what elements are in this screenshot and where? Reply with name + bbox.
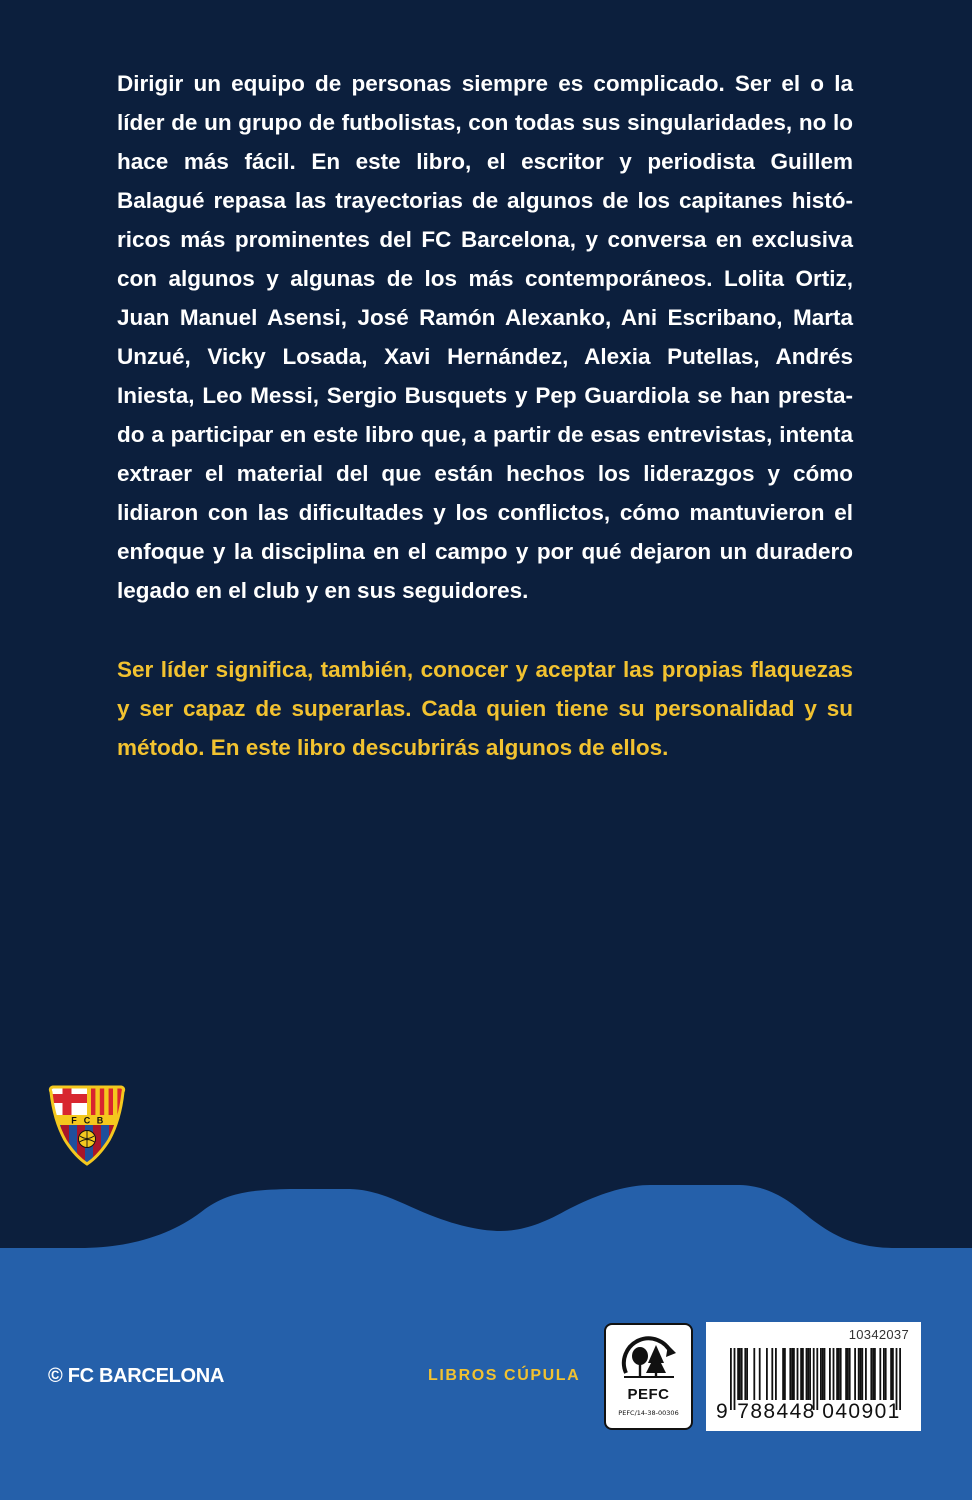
barcode-bar xyxy=(746,1348,748,1400)
barcode-bar xyxy=(836,1348,838,1400)
barcode-bar xyxy=(883,1348,885,1400)
crest-letter-b: B xyxy=(96,1115,104,1126)
pefc-label: PEFC xyxy=(627,1386,670,1403)
barcode-bar xyxy=(800,1348,802,1400)
pefc-cert-number: PEFC/14-38-00306 xyxy=(618,1409,679,1417)
barcode-bar xyxy=(829,1348,831,1400)
crest-letter-c: C xyxy=(83,1115,91,1126)
barcode-bar xyxy=(793,1348,795,1400)
barcode-bar xyxy=(741,1348,743,1400)
barcode-bar xyxy=(766,1348,768,1400)
barcode-bar xyxy=(861,1348,863,1400)
barcode-bar xyxy=(730,1348,732,1410)
barcode-bar xyxy=(739,1348,741,1400)
barcode-bar xyxy=(845,1348,847,1400)
barcode-bar xyxy=(822,1348,824,1400)
barcode-bar xyxy=(854,1348,856,1400)
isbn-barcode xyxy=(706,1322,921,1431)
barcode-bar xyxy=(824,1348,826,1400)
barcode-bar xyxy=(872,1348,874,1400)
barcode-bar xyxy=(870,1348,872,1400)
barcode-bar xyxy=(737,1348,739,1400)
barcode-bar xyxy=(840,1348,842,1400)
barcode-bar xyxy=(833,1348,835,1400)
barcode-bar xyxy=(890,1348,892,1400)
barcode-bar xyxy=(775,1348,777,1400)
pefc-tree-icon xyxy=(616,1333,681,1385)
barcode-bar xyxy=(771,1348,773,1400)
barcode-bar xyxy=(806,1348,808,1400)
barcode-id: 10342037 xyxy=(848,1327,909,1342)
crest-letter-f: F xyxy=(71,1115,77,1126)
barcode-bar xyxy=(858,1348,860,1400)
barcode-bar xyxy=(865,1348,867,1400)
barcode-bar xyxy=(879,1348,881,1400)
barcode-bar xyxy=(759,1348,761,1400)
barcode-bar xyxy=(885,1348,887,1400)
barcode-bar xyxy=(807,1348,809,1400)
barcode-bar xyxy=(791,1348,793,1400)
barcode-bar xyxy=(820,1348,822,1400)
isbn-right-digits: 040901 xyxy=(822,1400,901,1423)
pefc-certification-badge xyxy=(604,1323,693,1430)
barcode-bar xyxy=(874,1348,876,1400)
barcode-bar xyxy=(802,1348,804,1400)
publisher-word-libros: LIBROS xyxy=(428,1367,499,1384)
description-text: Dirigir un equipo de personas siempre es complicado. Ser el o la líder de un grupo de futbolistas, con todas sus singularidades, no lo hace más fácil. En este libro, el escritor y periodista Guillem Balagué repasa las trayectorias de algunos de los capitanes históricos más prominentes del FC Barcelona, y conversa en exclusiva con algunos y algunas de los más contemporáneos. Lolita Ortiz, Juan Manuel Asensi, José Ramón Alexanko, Ani Escribano, Marta Unzué, Vicky Losada, Xavi Hernández, Alexia Putellas, Andrés Iniesta, Leo Messi, Sergio Busquets y Pep Guardiola se han prestado a participar en este libro que, a partir de esas entrevistas, intenta extraer el material del que están hechos los liderazgos y cómo lidiaron con las dificultades y los conflictos, cómo mantuvieron el enfoque y la disciplina en el campo y por qué dejaron un duradero legado en el club y en sus seguidores. xyxy=(117,71,853,603)
barcode-bar xyxy=(744,1348,746,1400)
barcode-bar xyxy=(782,1348,784,1400)
barcode-bar xyxy=(892,1348,894,1400)
barcode-bar xyxy=(784,1348,786,1400)
barcode-bar xyxy=(838,1348,840,1400)
highlight-text: Ser líder significa, también, conocer y aceptar las propias flaquezas y ser capaz de superarlas. Cada quien tiene su personalidad y su método. En este libro descubrirás algunos de ellos. xyxy=(117,657,853,760)
publisher-word-cupula: CÚPULA xyxy=(504,1367,581,1384)
barcode-bar xyxy=(753,1348,755,1400)
publisher-logo xyxy=(428,1364,580,1388)
isbn-prefix-digit: 9 xyxy=(716,1400,728,1423)
barcode-bar xyxy=(789,1348,791,1400)
barcode-bar xyxy=(847,1348,849,1400)
barcode-bar xyxy=(797,1348,799,1400)
fc-barcelona-crest-icon xyxy=(47,1082,127,1166)
barcode-bar xyxy=(849,1348,851,1400)
barcode-bar xyxy=(860,1348,862,1400)
copyright-text: © FC BARCELONA xyxy=(48,1365,225,1387)
barcode-bar xyxy=(809,1348,811,1400)
isbn-left-digits: 788448 xyxy=(737,1400,816,1423)
